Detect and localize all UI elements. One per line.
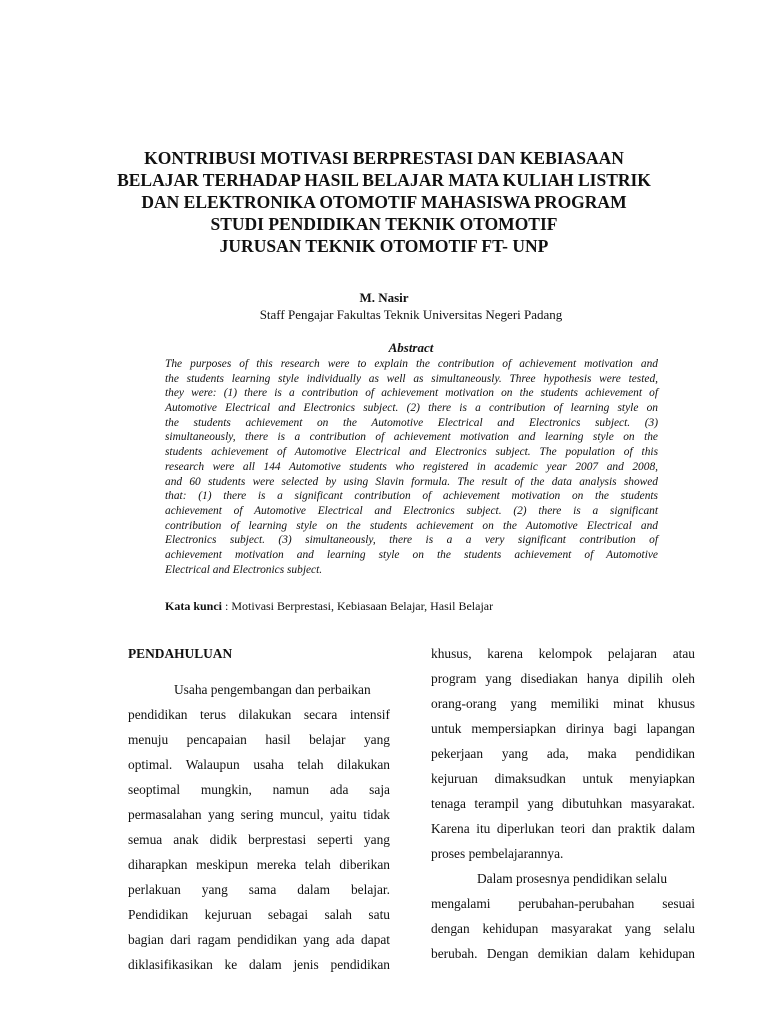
right-column bbox=[431, 645, 695, 970]
body-line: proses pembelajarannya. bbox=[431, 846, 564, 861]
abstract-line: the students learning style individually as well as simultaneously. Three hypothesis were tested, bbox=[165, 372, 658, 385]
abstract-line: that: (1) there is a significant contribution of achievement motivation on the students bbox=[165, 490, 658, 503]
abstract-line: they were: (1) there is a contribution of achievement motivation on the students achievement of bbox=[165, 387, 658, 400]
abstract-line: The purposes of this research were to explain the contribution of achievement motivation and bbox=[165, 358, 658, 370]
paper-title bbox=[100, 147, 668, 257]
body-line: semua anak didik berprestasi seperti yang bbox=[128, 832, 390, 847]
abstract-line: students achievement of Automotive Electrical and Electronics subject. The population of this bbox=[165, 446, 658, 459]
body-line: untuk mempersiapkan dirinya bagi lapangan bbox=[431, 721, 695, 736]
author-name: M. Nasir bbox=[359, 290, 409, 305]
title-line: DAN ELEKTRONIKA OTOMOTIF MAHASISWA PROGRAM bbox=[141, 192, 627, 212]
section-heading: PENDAHULUAN bbox=[128, 646, 233, 661]
body-line: diklasifikasikan ke dalam jenis pendidikan bbox=[128, 957, 390, 972]
body-line: Usaha pengembangan dan perbaikan bbox=[174, 682, 371, 697]
body-line: orang-orang yang memiliki minat khusus bbox=[431, 696, 695, 711]
author-affiliation: Staff Pengajar Fakultas Teknik Universitas Negeri Padang bbox=[259, 307, 563, 322]
body-line: Karena itu diperlukan teori dan praktik dalam bbox=[431, 821, 695, 836]
body-line: Pendidikan kejuruan sebagai salah satu bbox=[128, 907, 390, 922]
body-line: menuju pencapaian hasil belajar yang bbox=[128, 732, 390, 747]
abstract-line: Electrical and Electronics subject. bbox=[165, 563, 323, 576]
body-line: optimal. Walaupun usaha telah dilakukan bbox=[128, 757, 390, 772]
body-line: perlakuan yang sama dalam belajar. bbox=[128, 882, 390, 897]
abstract-line: simultaneously, there is a contribution of achievement motivation and learning style on the bbox=[165, 431, 658, 444]
abstract-line: Automotive Electrical and Electronics subject. (2) there is a contribution of learning style on bbox=[165, 402, 658, 415]
body-line: dengan kehidupan masyarakat yang selalu bbox=[431, 921, 695, 936]
abstract-body bbox=[165, 357, 658, 577]
title-line: BELAJAR TERHADAP HASIL BELAJAR MATA KULIAH LISTRIK bbox=[117, 170, 651, 190]
title-line: KONTRIBUSI MOTIVASI BERPRESTASI DAN KEBIASAAN bbox=[144, 148, 624, 168]
body-line: tenaga terampil yang dibutuhkan masyarakat. bbox=[431, 796, 695, 811]
body-line: pekerjaan yang ada, maka pendidikan bbox=[431, 746, 695, 761]
keywords bbox=[165, 599, 493, 614]
title-line: JURUSAN TEKNIK OTOMOTIF FT- UNP bbox=[219, 236, 549, 256]
abstract-heading: Abstract bbox=[388, 340, 434, 355]
body-line: kejuruan dimaksudkan untuk menyiapkan bbox=[431, 771, 695, 786]
abstract-line: research were all 144 Automotive students who registered in academic year 2007 and 2008, bbox=[165, 460, 658, 473]
body-line: berubah. Dengan demikian dalam kehidupan bbox=[431, 946, 695, 961]
body-line: permasalahan yang sering muncul, yaitu tidak bbox=[128, 807, 390, 822]
body-line: bagian dari ragam pendidikan yang ada dapat bbox=[128, 932, 390, 947]
abstract-line: achievement of Automotive Electrical and Electronics subject. (2) there is a significant bbox=[165, 504, 658, 517]
body-line: Dalam prosesnya pendidikan selalu bbox=[477, 871, 668, 886]
body-line: program yang disediakan hanya dipilih oleh bbox=[431, 671, 695, 686]
abstract-line: achievement motivation and learning style on the students achievement of Automotive bbox=[165, 548, 658, 561]
keywords-text: : Motivasi Berprestasi, Kebiasaan Belajar, Hasil Belajar bbox=[222, 599, 494, 613]
keywords-label: Kata kunci bbox=[165, 599, 223, 613]
left-column bbox=[128, 645, 390, 981]
body-line: pendidikan terus dilakukan secara intensif bbox=[128, 707, 390, 722]
body-line: seoptimal mungkin, namun ada saja bbox=[128, 782, 390, 797]
body-line: diharapkan meskipun mereka telah diberikan bbox=[128, 857, 390, 872]
abstract-line: contribution of learning style on the students achievement on the Automotive Electrical and bbox=[165, 519, 658, 532]
abstract-line: the students achievement on the Automotive Electrical and Electronics subject. (3) bbox=[165, 416, 658, 429]
body-line: khusus, karena kelompok pelajaran atau bbox=[431, 646, 695, 661]
abstract-line: Electronics subject. (3) simultaneously, there is a a very significant contribution of bbox=[165, 534, 658, 547]
abstract-line: and 60 students were selected by using Slavin formula. The result of the data analysis showed bbox=[165, 475, 658, 488]
title-line: STUDI PENDIDIKAN TEKNIK OTOMOTIF bbox=[210, 214, 558, 234]
body-line: mengalami perubahan-perubahan sesuai bbox=[431, 896, 695, 911]
